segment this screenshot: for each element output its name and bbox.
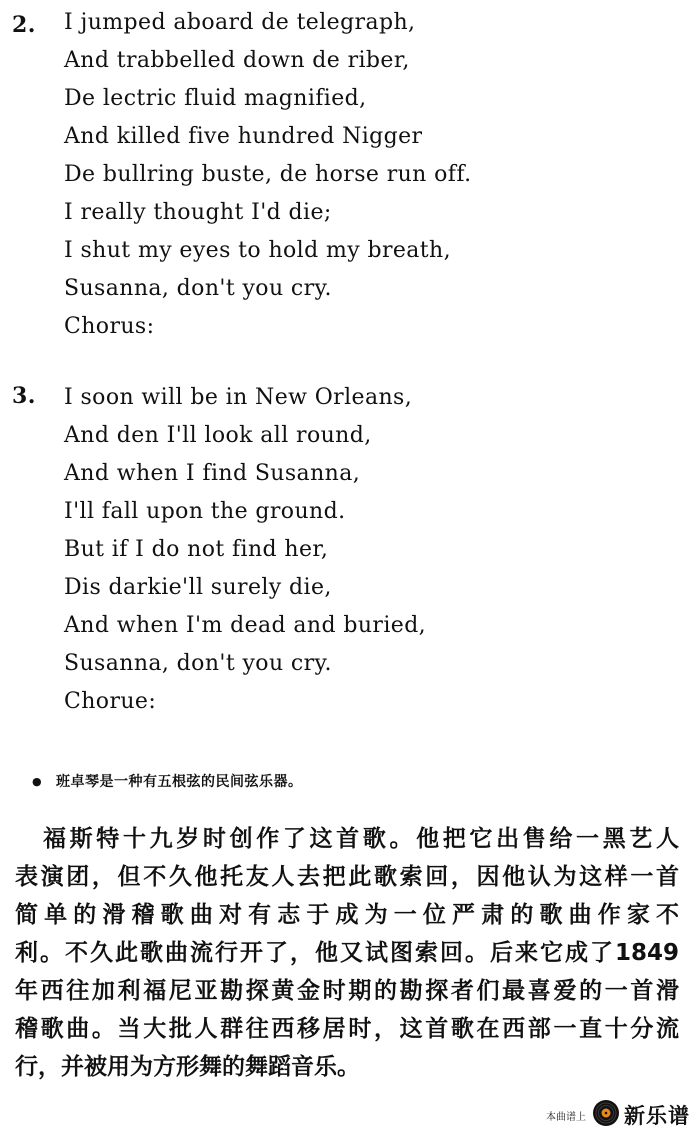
verse-line: And when I'm dead and buried,: [64, 613, 427, 638]
verse-line: De lectric fluid magnified,: [64, 86, 367, 111]
verse-line: Susanna, don't you cry.: [64, 651, 332, 676]
paragraph-line: 利。不久此歌曲流行开了，他又试图索回。后来它成了1849: [15, 940, 679, 966]
verse-number: 2.: [12, 12, 36, 38]
paragraph-line: 福斯特十九岁时创作了这首歌。他把它出售给一黑艺人: [43, 826, 679, 852]
chorus-label: Chorue:: [64, 689, 157, 714]
watermark-prefix: 本曲谱上: [546, 1111, 586, 1123]
chorus-label: Chorus:: [64, 314, 155, 339]
watermark-name: 新乐谱: [624, 1104, 690, 1128]
paragraph-line: 表演团，但不久他托友人去把此歌索回，因他认为这样一首: [15, 864, 679, 890]
watermark: [544, 1098, 692, 1132]
verse-line: De bullring buste, de horse run off.: [64, 162, 472, 187]
paragraph-line: 年西往加利福尼亚勘探黄金时期的勘探者们最喜爱的一首滑: [15, 978, 679, 1004]
verse-line: I'll fall upon the ground.: [64, 499, 346, 524]
bullet-icon: ●: [32, 775, 43, 788]
verse-line: Susanna, don't you cry.: [64, 276, 332, 301]
verse-line: Dis darkie'll surely die,: [64, 575, 332, 600]
footnote: [32, 771, 303, 791]
verse-line: And killed five hundred Nigger: [64, 124, 423, 149]
verse-line: And den I'll look all round,: [64, 423, 372, 448]
verse-line: And when I find Susanna,: [64, 461, 361, 486]
paragraph-line: 简单的滑稽歌曲对有志于成为一位严肃的歌曲作家不: [15, 902, 679, 928]
verse-number: 3.: [12, 383, 36, 409]
footnote-text: 班卓琴是一种有五根弦的民间弦乐器。: [56, 774, 303, 790]
vinyl-record-icon: [592, 1099, 620, 1132]
paragraph-line: 行，并被用为方形舞的舞蹈音乐。: [15, 1054, 360, 1080]
verse-line: I soon will be in New Orleans,: [64, 385, 413, 410]
verse-line: I really thought I'd die;: [64, 200, 332, 225]
verse-line: I jumped aboard de telegraph,: [64, 10, 416, 35]
verse-line: And trabbelled down de riber,: [64, 48, 410, 73]
verse-line: I shut my eyes to hold my breath,: [64, 238, 452, 263]
verse-line: But if I do not find her,: [64, 537, 329, 562]
paragraph-line: 稽歌曲。当大批人群往西移居时，这首歌在西部一直十分流: [15, 1016, 679, 1042]
